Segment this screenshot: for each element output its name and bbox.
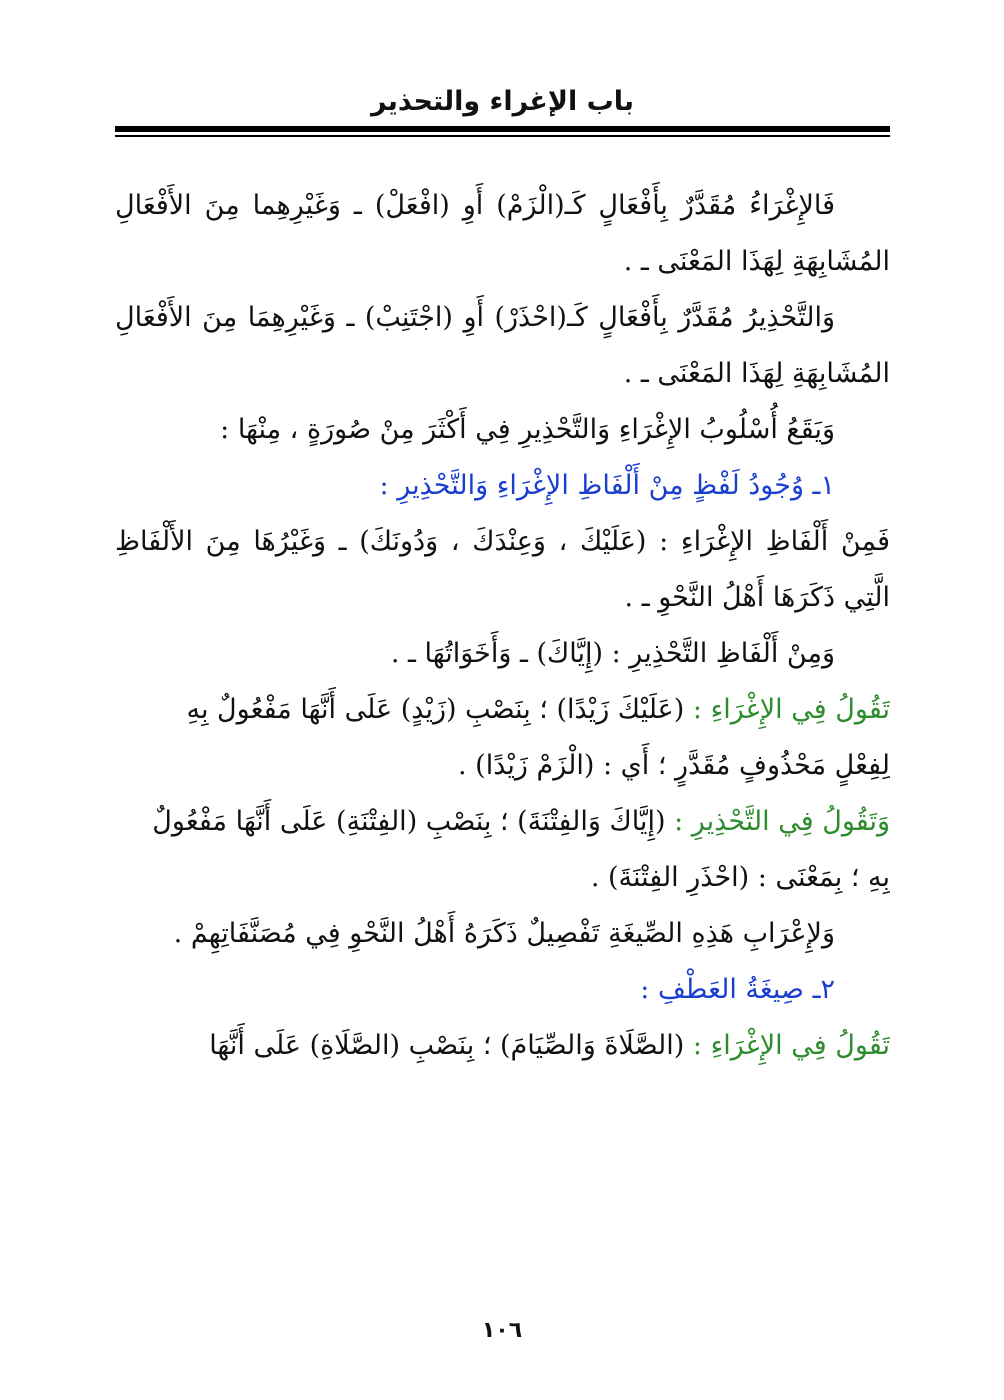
- text-line: وَلإِعْرَابِ هَذِهِ الصِّيغَةِ تَفْصِيلٌ ذَكَرَهُ أَهْلُ النَّحْوِ فِي مُصَنَّفَاتِهِمْ .: [173, 918, 835, 949]
- example-lead: تَقُولُ فِي الإِغْرَاءِ :: [692, 694, 890, 725]
- text-line: وَمِنْ أَلْفَاظِ التَّحْذِيرِ : (إِيَّاكَ) ـ وَأَخَوَاتُهَا ـ .: [390, 638, 835, 669]
- example-text: (عَلَيْكَ زَيْدًا) ؛ بِنَصْبِ (زَيْدٍ) عَلَى أَنَّهَا مَفْعُولٌ بِهِ: [186, 694, 693, 725]
- text-line: [115, 682, 890, 738]
- text-line: لِفِعْلٍ مَحْذُوفٍ مُقَدَّرٍ ؛ أَي : (الْزَمْ زَيْدًا) .: [458, 750, 890, 781]
- text-line: المُشَابِهَةِ لِهَذَا المَعْنَى ـ .: [623, 358, 890, 389]
- text-line: [115, 1018, 890, 1074]
- text-line: وَالتَّحْذِيرُ مُقَدَّرٌ بِأَفْعَالٍ كَـ(احْذَرْ) أَوِ (اجْتَنِبْ) ـ وَغَيْرِهِمَا مِنَ الأَفْعَالِ: [115, 302, 835, 333]
- example-lead: تَقُولُ فِي الإِغْرَاءِ :: [692, 1030, 890, 1061]
- text-line: فَمِنْ أَلْفَاظِ الإِغْرَاءِ : (عَلَيْكَ ، وَعِنْدَكَ ، وَدُونَكَ) ـ وَغَيْرُهَا مِنَ الأَلْفَاظِ: [115, 526, 890, 557]
- text-line: المُشَابِهَةِ لِهَذَا المَعْنَى ـ .: [623, 246, 890, 277]
- text-line: وَيَقَعُ أُسْلُوبُ الإِغْرَاءِ وَالتَّحْذِيرِ فِي أَكْثَرَ مِنْ صُورَةٍ ، مِنْهَا :: [220, 414, 835, 445]
- section-heading: ١ـ وُجُودُ لَفْظٍ مِنْ أَلْفَاظِ الإِغْرَاءِ وَالتَّحْذِيرِ :: [379, 470, 835, 501]
- example-lead: وَتَقُولُ فِي التَّحْذِيرِ :: [674, 806, 890, 837]
- text-line: [115, 794, 890, 850]
- text-line: بِهِ ؛ بِمَعْنَى : (احْذَرِ الفِتْنَةَ) .: [590, 862, 890, 893]
- page-header-title: باب الإغراء والتحذير: [370, 86, 635, 117]
- section-heading: ٢ـ صِيغَةُ العَطْفِ :: [640, 974, 835, 1005]
- text-line: الَّتِي ذَكَرَهَا أَهْلُ النَّحْوِ ـ .: [624, 582, 890, 613]
- page-number: ١٠٦: [481, 1318, 523, 1343]
- page-body: [115, 178, 890, 1074]
- example-text: (إِيَّاكَ وَالفِتْنَةَ) ؛ بِنَصْبِ (الفِتْنَةِ) عَلَى أَنَّهَا مَفْعُولٌ: [152, 806, 675, 837]
- header-rule-thick: [115, 126, 890, 132]
- text-line: فَالإِغْرَاءُ مُقَدَّرٌ بِأَفْعَالٍ كَـ(الْزَمْ) أَوِ (افْعَلْ) ـ وَغَيْرِهِما مِنَ الأَفْعَالِ: [115, 190, 835, 221]
- example-text: (الصَّلَاةَ وَالصِّيَامَ) ؛ بِنَصْبِ (الصَّلَاةِ) عَلَى أَنَّهَا: [209, 1030, 693, 1061]
- header-rule-thin: [115, 135, 890, 137]
